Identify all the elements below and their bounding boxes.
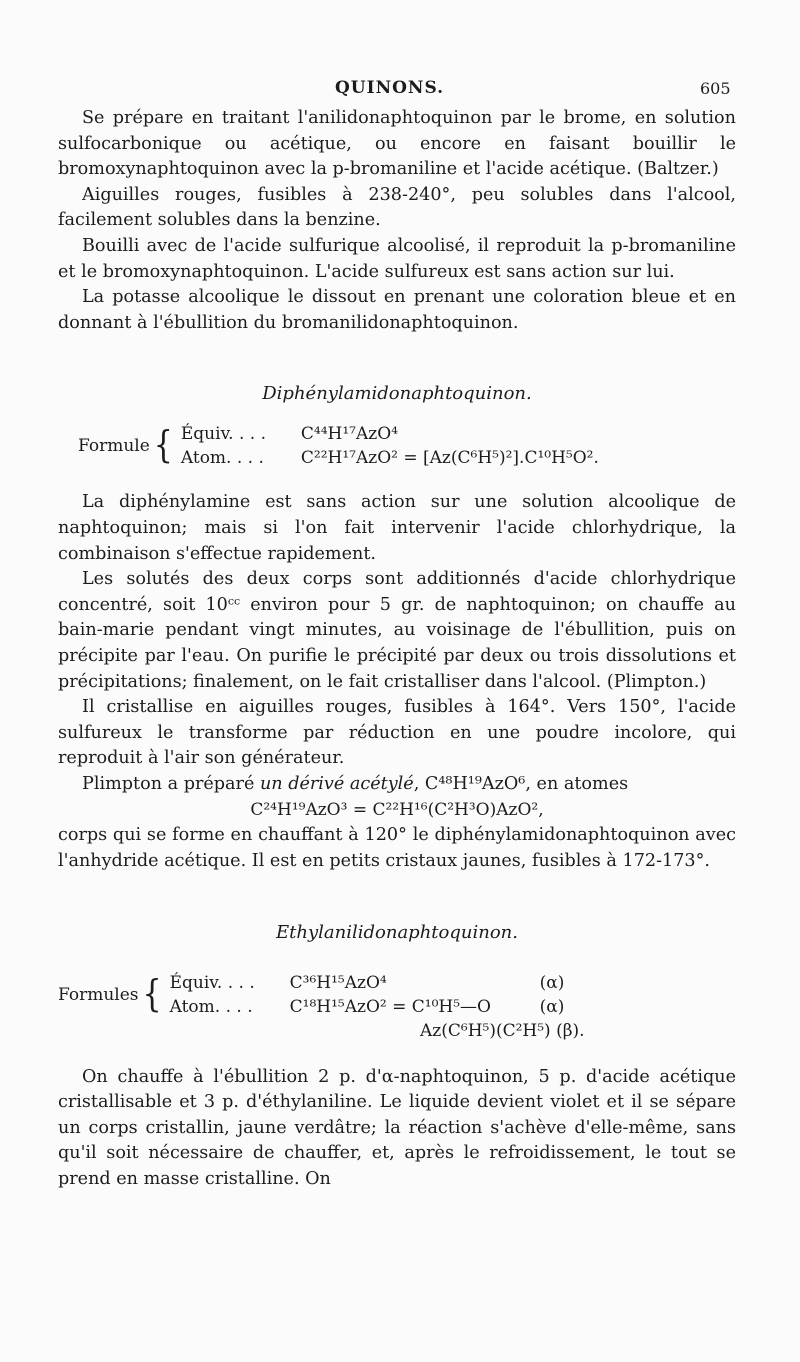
formula-block bbox=[58, 971, 736, 1019]
paragraph: corps qui se forme en chauffant à 120° le diphénylamidonaphtoquinon avec l'anhydride acétique. Il est en petits cristaux jaunes, fusibles à 172-173°. bbox=[58, 825, 736, 872]
paragraph: Se prépare en traitant l'anilidonaphtoquinon par le brome, en solution sulfocarbonique ou acétique, ou encore en faisant bouillir le bromoxynaphtoquinon avec la p-bromaniline et l'acide acétique. (Baltzer.) bbox=[58, 108, 736, 180]
formula-row-equiv bbox=[181, 422, 599, 446]
paragraph: La potasse alcoolique le dissout en prenant une coloration bleue et en donnant à l'ébullition du bromanilidonaphtoquinon. bbox=[58, 287, 736, 333]
running-header bbox=[0, 78, 800, 104]
alpha-marker: (α) bbox=[539, 996, 565, 1017]
formula-row-atom bbox=[170, 995, 565, 1019]
atom-label: Atom. . . . bbox=[180, 448, 264, 469]
paragraph: Il cristallise en aiguilles rouges, fusibles à 164°. Vers 150°, l'acide sulfureux le transforme par réduction en une poudre incolore, qui reproduit à l'air son générateur. bbox=[58, 697, 736, 769]
paragraph bbox=[58, 772, 736, 798]
section-title: Diphénylamidonaphtoquinon. bbox=[262, 383, 532, 405]
italic-run: un dérivé acétylé bbox=[259, 773, 414, 794]
page-number: 605 bbox=[700, 79, 731, 98]
paragraph: Les solutés des deux corps sont additionnés d'acide chlorhydrique concentré, soit 10ᶜᶜ environ pour 5 gr. de naphtoquinon; on chauffe au bain-marie pendant vingt minutes, au voisinage de l'ébullition, puis on précipite par l'eau. On purifie le précipité par deux ou trois dissolutions et précipitations; finalement, on le fait cristalliser dans l'alcool. (Plimpton.) bbox=[58, 569, 736, 692]
paragraph: Bouilli avec de l'acide sulfurique alcoolisé, il reproduit la p-bromaniline et le bromoxynaphtoquinon. L'acide sulfureux est sans action sur lui. bbox=[58, 235, 736, 282]
formula-row-equiv bbox=[170, 971, 565, 995]
formula-block bbox=[58, 422, 736, 470]
paragraph: La diphénylamine est sans action sur une solution alcoolique de naphtoquinon; mais si l'on fait intervenir l'acide chlorhydrique, la combinaison s'effectue rapidement. bbox=[58, 492, 736, 564]
equiv-formula: C³⁶H¹⁵AzO⁴ bbox=[289, 972, 387, 993]
formula-row-atom bbox=[181, 446, 599, 470]
equiv-label: Équiv. . . . bbox=[169, 972, 255, 993]
page-body bbox=[58, 106, 736, 1193]
atom-formula: C¹⁸H¹⁵AzO² = C¹⁰H⁵—O bbox=[289, 996, 491, 1017]
alpha-marker: (α) bbox=[539, 972, 565, 993]
text-run: Plimpton a préparé bbox=[82, 773, 260, 794]
text-run: , C⁴⁸H¹⁹AzO⁶, en atomes bbox=[413, 773, 629, 794]
beta-substituent: Az(C⁶H⁵)(C²H⁵) (β). bbox=[420, 1020, 585, 1041]
brace-glyph: { bbox=[142, 972, 162, 1016]
atom-label: Atom. . . . bbox=[169, 996, 253, 1017]
running-title: QUINONS. bbox=[335, 78, 445, 98]
equiv-formula: C⁴⁴H¹⁷AzO⁴ bbox=[300, 424, 398, 445]
atom-formula: C²²H¹⁷AzO² = [Az(C⁶H⁵)²].C¹⁰H⁵O². bbox=[300, 448, 599, 469]
formula-label: Formules bbox=[58, 984, 139, 1005]
equiv-label: Équiv. . . . bbox=[180, 424, 266, 445]
brace-glyph: { bbox=[153, 423, 173, 468]
formula-rows bbox=[170, 971, 565, 1019]
equation: C²⁴H¹⁹AzO³ = C²²H¹⁶(C²H³O)AzO², bbox=[250, 800, 544, 821]
paragraph: Aiguilles rouges, fusibles à 238-240°, peu solubles dans l'alcool, facilement solubles dans la benzine. bbox=[58, 184, 736, 231]
section-title: Ethylanilidonaphtoquinon. bbox=[276, 921, 518, 943]
paragraph: On chauffe à l'ébullition 2 p. d'α-naphtoquinon, 5 p. d'acide acétique cristallisable et 3 p. d'éthylaniline. Le liquide devient violet et il se sépare un corps cristallin, jaune verdâtre; la réaction s'achève d'elle-même, sans qu'il soit nécessaire de chauffer, et, après le refroidissement, le tout se prend en masse cristalline. On bbox=[58, 1066, 736, 1190]
formula-rows bbox=[181, 422, 599, 470]
formula-label: Formule bbox=[78, 436, 150, 457]
